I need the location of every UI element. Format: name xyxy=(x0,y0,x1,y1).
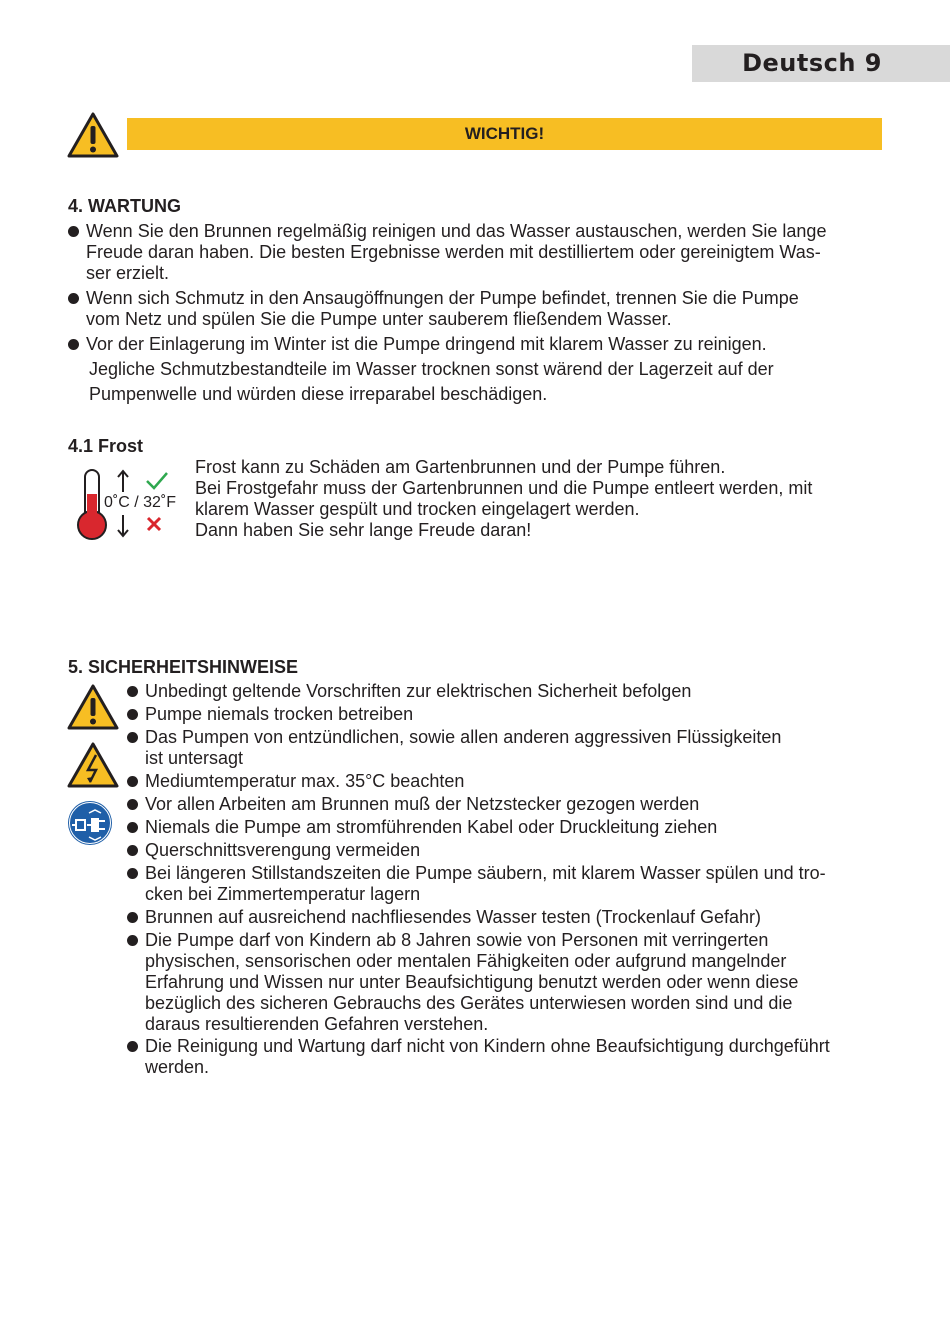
bullet-dot xyxy=(127,1041,138,1052)
list-item-text: Die Pumpe darf von Kindern ab 8 Jahren sowie von Personen mit verringerten xyxy=(145,930,769,950)
list-item-text: cken bei Zimmertemperatur lagern xyxy=(145,884,421,904)
list-item-text: Brunnen auf ausreichend nachfliesendes Wasser testen (Trockenlauf Gefahr) xyxy=(145,907,761,927)
maintenance-heading: 4. WARTUNG xyxy=(68,196,182,216)
electric-hazard-icon xyxy=(67,742,119,788)
bullet-dot xyxy=(127,776,138,787)
bullet-dot xyxy=(127,732,138,743)
list-item-text: ser erzielt. xyxy=(86,263,170,283)
frost-line: Bei Frostgefahr muss der Gartenbrunnen und die Pumpe entleert werden, mit xyxy=(195,478,813,498)
bullet-dot xyxy=(127,709,138,720)
list-item-text: daraus resultierenden Gefahren verstehen. xyxy=(145,1014,489,1034)
list-item-text: Mediumtemperatur max. 35°C beachten xyxy=(145,771,465,791)
bullet-dot xyxy=(68,226,79,237)
bullet-dot xyxy=(127,822,138,833)
list-item-text: Wenn Sie den Brunnen regelmäßig reinigen und das Wasser austauschen, werden Sie lange xyxy=(86,221,827,241)
list-item-text: Freude daran haben. Die besten Ergebnisse werden mit destilliertem oder gereinigtem Was- xyxy=(86,242,821,262)
arrow-up-icon xyxy=(116,469,130,493)
maintenance-list xyxy=(68,221,888,411)
bullet-dot xyxy=(68,293,79,304)
list-item-text: Unbedingt geltende Vorschriften zur elektrischen Sicherheit befolgen xyxy=(145,681,692,701)
bullet-dot xyxy=(127,686,138,697)
list-item-text: Querschnittsverengung vermeiden xyxy=(145,840,421,860)
list-item-text: Wenn sich Schmutz in den Ansaugöffnungen der Pumpe befindet, trennen Sie die Pumpe xyxy=(86,288,799,308)
warning-triangle-icon xyxy=(67,112,119,158)
frost-text xyxy=(195,457,812,541)
list-item-text: physischen, sensorischen oder mentalen Fähigkeiten oder aufgrund mangelnder xyxy=(145,951,787,971)
important-notice-label: WICHTIG! xyxy=(464,124,545,143)
list-item-text: vom Netz und spülen Sie die Pumpe unter sauberem fließendem Wasser. xyxy=(86,309,672,329)
frost-line: Frost kann zu Schäden am Gartenbrunnen und der Pumpe führen. xyxy=(195,457,726,477)
list-item-text: Vor allen Arbeiten am Brunnen muß der Netzstecker gezogen werden xyxy=(145,794,700,814)
bullet-dot xyxy=(127,799,138,810)
list-item-text: Niemals die Pumpe am stromführenden Kabel oder Druckleitung ziehen xyxy=(145,817,718,837)
unplug-mandatory-icon xyxy=(67,800,113,846)
list-item-text: Das Pumpen von entzündlichen, sowie allen anderen aggressiven Flüssigkeiten xyxy=(145,727,782,747)
list-item-text: Pumpe niemals trocken betreiben xyxy=(145,704,414,724)
bullet-dot xyxy=(127,845,138,856)
frost-heading: 4.1 Frost xyxy=(68,436,144,456)
list-item-text: werden. xyxy=(145,1057,210,1077)
list-item-text: Bei längeren Stillstandszeiten die Pumpe säubern, mit klarem Wasser spülen und tro- xyxy=(145,863,826,883)
cross-icon xyxy=(146,516,162,532)
warning-triangle-icon xyxy=(67,684,119,730)
bullet-dot xyxy=(127,935,138,946)
bullet-dot xyxy=(68,339,79,350)
list-item-text: Die Reinigung und Wartung darf nicht von Kindern ohne Beaufsichtigung durchgeführt xyxy=(145,1036,830,1056)
page-label: Deutsch 9 xyxy=(742,49,882,77)
list-item-text: ist untersagt xyxy=(145,748,244,768)
bullet-dot xyxy=(127,868,138,879)
bullet-dot xyxy=(127,912,138,923)
frost-line: Dann haben Sie sehr lange Freude daran! xyxy=(195,520,532,540)
list-item-text: bezüglich des sicheren Gebrauchs des Gerätes unterwiesen worden sind und die xyxy=(145,993,793,1013)
arrow-down-icon xyxy=(116,514,130,538)
frost-line: klarem Wasser gespült und trocken eingelagert werden. xyxy=(195,499,640,519)
important-notice-bar xyxy=(127,118,882,150)
check-icon xyxy=(145,470,169,492)
temperature-label: 0˚C / 32˚F xyxy=(104,494,177,511)
safety-heading: 5. SICHERHEITSHINWEISE xyxy=(68,657,299,677)
maintenance-note-line: Jegliche Schmutzbestandteile im Wasser trocknen sonst wärend der Lagerzeit auf der xyxy=(89,359,774,379)
maintenance-note-line: Pumpenwelle und würden diese irreparabel beschädigen. xyxy=(89,384,548,404)
page-tab xyxy=(692,45,950,82)
list-item-text: Erfahrung und Wissen nur unter Beaufsichtigung benutzt werden oder wenn diese xyxy=(145,972,799,992)
safety-list xyxy=(127,681,887,1081)
list-item-text: Vor der Einlagerung im Winter ist die Pumpe dringend mit klarem Wasser zu reinigen. xyxy=(86,334,767,354)
